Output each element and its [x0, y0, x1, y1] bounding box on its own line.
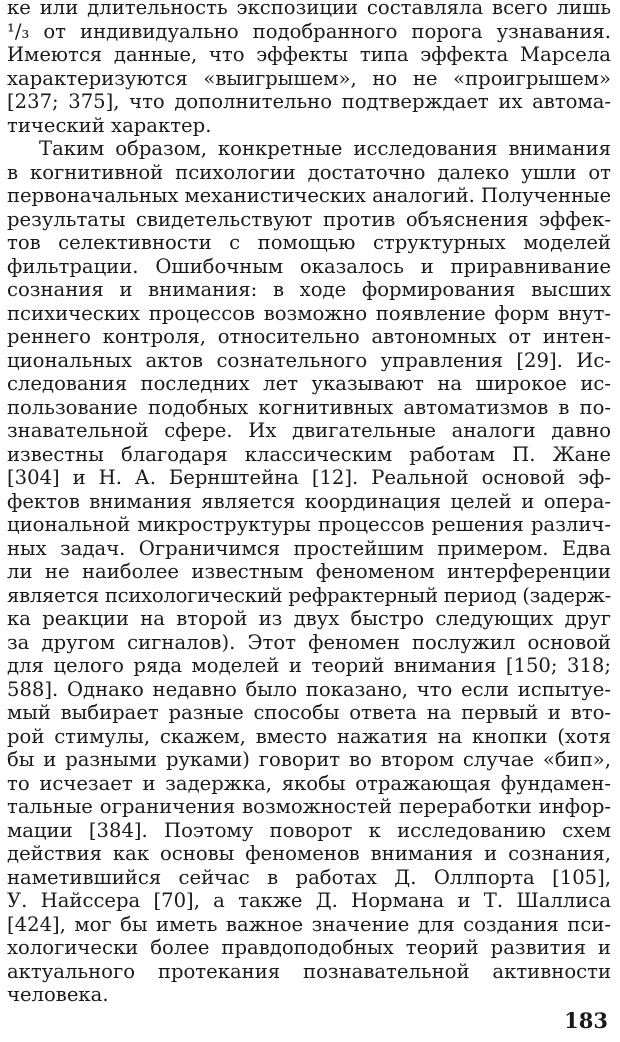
page-number: 183	[564, 1008, 608, 1033]
body-text	[7, 0, 611, 1007]
text-line: знавательной сфере. Их двигательные аналоги давно	[7, 419, 611, 442]
text-line: наметившийся сейчас в работах Д. Оллпорта [105],	[7, 865, 611, 889]
text-line: фильтрации. Ошибочным оказалось и приравнивание	[7, 254, 611, 278]
text-line: ных задач. Ограничимся простейшим примером. Едва	[7, 536, 611, 560]
text-line: [424], мог бы иметь важное значение для создания пси-	[7, 912, 611, 936]
text-line: результаты свидетельствуют против объяснения эффек-	[7, 207, 611, 231]
text-line: тальные ограничения возможностей переработки инфор-	[7, 795, 611, 818]
text-line: реннего контроля, относительно автономных от интен-	[7, 325, 611, 348]
text-line: [304] и Н. А. Бернштейна [12]. Реальной основой эф-	[7, 466, 611, 489]
text-line: ка реакции на второй из двух быстро следующих друг	[7, 607, 611, 630]
text-line: хологически более правдоподобных теорий развития и	[7, 936, 611, 959]
text-line: [237; 375], что дополнительно подтверждает их автома-	[7, 90, 611, 113]
text-line: за другом сигналов). Этот феномен послужил основой	[7, 630, 611, 654]
text-line: характеризуются «выигрышем», но не «проигрышем»	[7, 66, 611, 90]
text-line: ке или длительность экспозиции составляла всего лишь	[7, 0, 611, 19]
text-line: У. Найссера [70], а также Д. Нормана и Т. Шаллиса	[7, 889, 611, 912]
paragraph-start-line: Таким образом, конкретные исследования внимания	[39, 137, 611, 160]
text-line: мый выбирает разные способы ответа на первый и вто-	[7, 701, 611, 724]
text-line: циональной микроструктуры процессов решения различ-	[7, 513, 611, 536]
text-line: тов селективности с помощью структурных моделей	[7, 231, 611, 254]
text-line: ¹/₃ от индивидуально подобранного порога узнавания.	[7, 19, 611, 43]
text-line: следования последних лет указывают на широкое ис-	[7, 372, 611, 395]
text-line: сознания и внимания: в ходе формирования высших	[7, 278, 611, 301]
text-line: Имеются данные, что эффекты типа эффекта Марсела	[7, 43, 611, 66]
text-line: человека.	[7, 983, 109, 1006]
text-line: тический характер.	[7, 113, 212, 137]
text-line: является психологический рефрактерный период (задерж-	[7, 583, 611, 607]
text-line: первоначальных механистических аналогий. Полученные	[7, 184, 611, 207]
text-line: психических процессов возможно появление форм внут-	[7, 301, 611, 325]
text-line: циональных актов сознательного управления [29]. Ис-	[7, 348, 611, 372]
text-line: то исчезает и задержка, якобы отражающая фундамен-	[7, 771, 611, 795]
text-line: актуального протекания познавательной активности	[7, 959, 611, 983]
text-line: ли не наиболее известным феноменом интерференции	[7, 560, 611, 583]
text-line: для целого ряда моделей и теорий внимания [150; 318;	[7, 654, 611, 677]
text-line: рой стимулы, скажем, вместо нажатия на кнопки (хотя	[7, 724, 611, 748]
text-line: действия как основы феноменов внимания и сознания,	[7, 842, 611, 865]
text-line: бы и разными руками) говорит во втором случае «бип»,	[7, 748, 611, 771]
text-line: фектов внимания является координация целей и опера-	[7, 489, 611, 513]
text-line: в когнитивной психологии достаточно далеко ушли от	[7, 160, 611, 184]
text-line: мации [384]. Поэтому поворот к исследованию схем	[7, 818, 611, 842]
text-line: 588]. Однако недавно было показано, что если испытуе-	[7, 677, 611, 701]
text-line: известны благодаря классическим работам П. Жане	[7, 442, 611, 466]
text-line: пользование подобных когнитивных автоматизмов в по-	[7, 395, 611, 419]
